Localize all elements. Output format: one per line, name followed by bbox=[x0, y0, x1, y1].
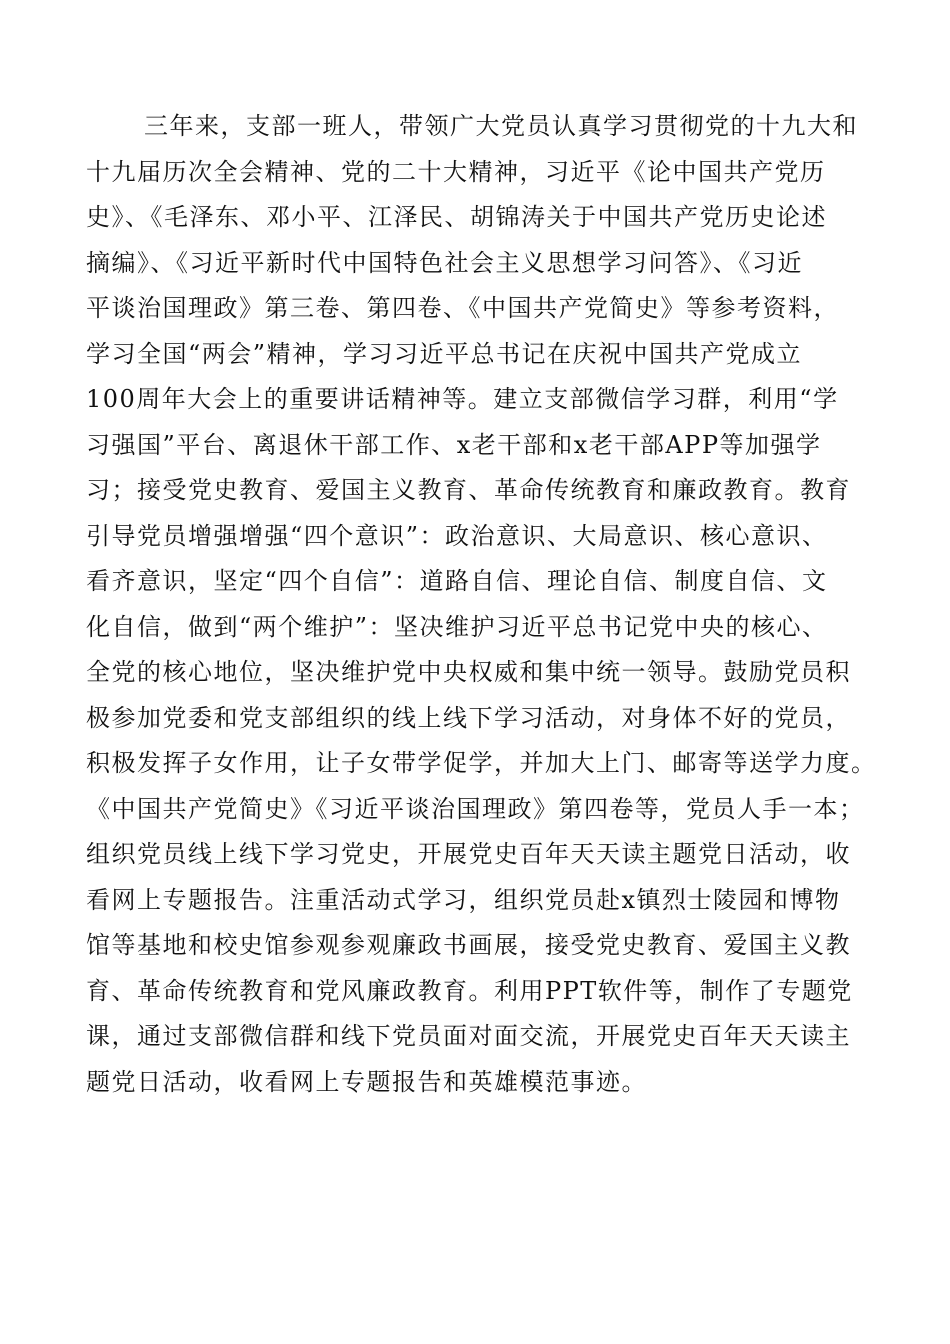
body-paragraph bbox=[86, 104, 886, 1105]
paragraph-line: 史》、《毛泽东、邓小平、江泽民、胡锦涛关于中国共产党历史论述 bbox=[86, 203, 827, 231]
paragraph-line: 三年来，支部一班人，带领广大党员认真学习贯彻党的十九大和 bbox=[144, 112, 858, 140]
paragraph-line: 课，通过支部微信群和线下党员面对面交流，开展党史百年天天读主 bbox=[86, 1022, 851, 1050]
paragraph-line: 组织党员线上线下学习党史，开展党史百年天天读主题党日活动，收 bbox=[86, 840, 851, 868]
paragraph-line: 平谈治国理政》第三卷、第四卷、《中国共产党简史》等参考资料， bbox=[86, 294, 839, 322]
paragraph-line: 摘编》、《习近平新时代中国特色社会主义思想学习问答》、《习近 bbox=[86, 248, 803, 277]
paragraph-line: 极参加党委和党支部组织的线上线下学习活动，对身体不好的党员， bbox=[86, 703, 851, 732]
paragraph-line: 《中国共产党简史》《习近平谈治国理政》第四卷等，党员人手一本； bbox=[86, 794, 865, 823]
paragraph-line: 看网上专题报告。注重活动式学习，组织党员赴x镇烈士陵园和博物 bbox=[86, 885, 841, 914]
paragraph-line: 馆等基地和校史馆参观参观廉政书画展，接受党史教育、爱国主义教 bbox=[86, 931, 851, 959]
paragraph-line: 看齐意识，坚定“四个自信”：道路自信、理论自信、制度自信、文 bbox=[86, 567, 828, 595]
paragraph-line: 化自信，做到“两个维护”：坚决维护习近平总书记党中央的核心、 bbox=[86, 612, 828, 641]
paragraph-line: 十九届历次全会精神、党的二十大精神，习近平《论中国共产党历 bbox=[86, 157, 826, 186]
paragraph-line: 习；接受党史教育、爱国主义教育、革命传统教育和廉政教育。教育 bbox=[86, 476, 851, 504]
paragraph-line: 积极发挥子女作用，让子女带学促学，并加大上门、邮寄等送学力度。 bbox=[86, 749, 877, 777]
paragraph-line: 习强国”平台、离退休干部工作、x老干部和x老干部APP等加强学 bbox=[86, 430, 822, 459]
paragraph-line: 学习全国“两会”精神，学习习近平总书记在庆祝中国共产党成立 bbox=[86, 339, 803, 368]
paragraph-line: 题党日活动，收看网上专题报告和英雄模范事迹。 bbox=[86, 1067, 647, 1096]
paragraph-line: 引导党员增强增强“四个意识”：政治意识、大局意识、核心意识、 bbox=[86, 521, 828, 550]
paragraph-line: 育、革命传统教育和党风廉政教育。利用PPT软件等，制作了专题党 bbox=[86, 976, 853, 1005]
paragraph-line: 100周年大会上的重要讲话精神等。建立支部微信学习群，利用“学 bbox=[86, 385, 839, 413]
paragraph-line: 全党的核心地位，坚决维护党中央权威和集中统一领导。鼓励党员积 bbox=[86, 658, 851, 686]
